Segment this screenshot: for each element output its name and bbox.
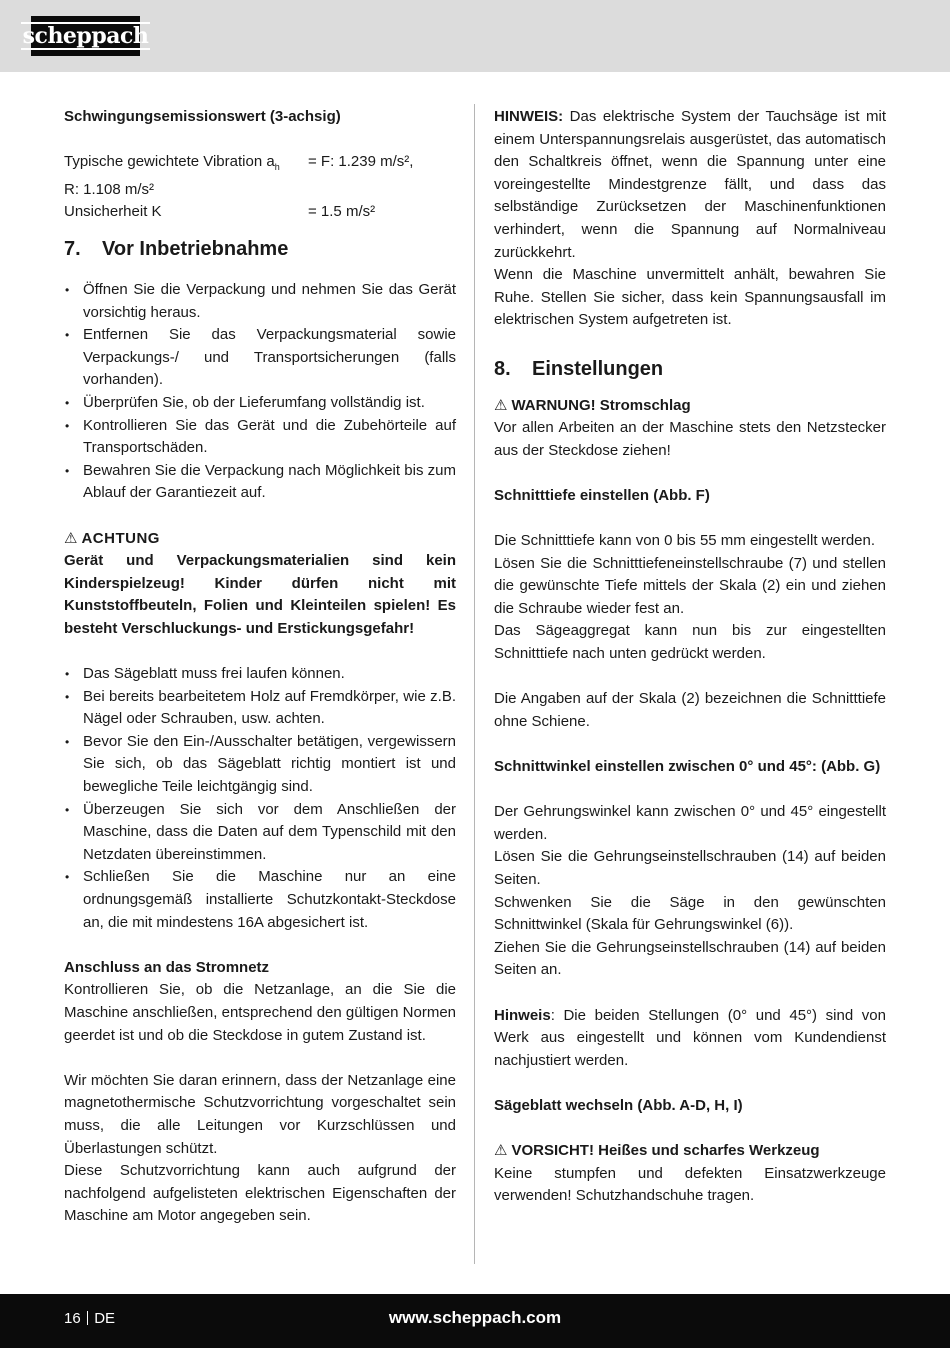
- schnittwinkel-heading: Schnittwinkel einstellen zwischen 0° und 45°: (Abb. G): [494, 758, 881, 776]
- saegeblatt-heading: Sägeblatt wechseln (Abb. A-D, H, I): [494, 1096, 743, 1114]
- list-item: • Öffnen Sie die Verpackung und nehmen Sie das Gerät vorsichtig heraus.: [64, 279, 456, 324]
- section-7-heading: 7. Vor Inbetriebnahme: [64, 237, 289, 260]
- list-item: • Kontrollieren Sie das Gerät und die Zubehörteile auf Transportschäden.: [64, 415, 456, 460]
- anschluss-paragraph: Diese Schutzvorrichtung kann auch aufgrund der nachfolgend aufgelisteten elektrischen Eigenschaften der Maschine am Motor angegeben sein.: [64, 1162, 456, 1225]
- page-footer: [0, 1294, 950, 1348]
- list-item: • Das Sägeblatt muss frei laufen können.: [64, 663, 456, 686]
- uncertainty-value: = 1.5 m/s²: [308, 203, 376, 221]
- vibration-heading: Schwingungsemissionswert (3-achsig): [64, 108, 341, 125]
- safety-list: [64, 663, 456, 934]
- schnittwinkel-paragraph: Lösen Sie die Gehrungseinstellschrauben (14) auf beiden Seiten.: [494, 848, 886, 888]
- list-item: • Überprüfen Sie, ob der Lieferumfang vollständig ist.: [64, 392, 456, 415]
- list-item: • Überzeugen Sie sich vor dem Anschließen der Maschine, dass die Daten auf dem Typenschild mit den Netzdaten übereinstimmen.: [64, 799, 456, 867]
- vibration-row: [64, 151, 456, 179]
- section-8-heading: 8. Einstellungen: [494, 357, 664, 380]
- page-number: 16 DE: [64, 1310, 116, 1327]
- list-item: • Schließen Sie die Maschine nur an eine ordnungsgemäß installierte Schutzkontakt-Steckdose an, die mit mindestens 16A abgesichert ist.: [64, 866, 456, 934]
- warnung-text: Vor allen Arbeiten an der Maschine stets den Netzstecker aus der Steckdose ziehen!: [494, 419, 886, 459]
- warning-icon: ⚠: [494, 1142, 508, 1160]
- schnitttiefe-paragraph: Das Sägeaggregat kann nun bis zur eingestellten Schnitttiefe nach unten gedrückt werden.: [494, 622, 886, 663]
- hinweis-paragraph-2: Wenn die Maschine unvermittelt anhält, bewahren Sie Ruhe. Stellen Sie sicher, dass kein Spannungsausfall im elektrischen System aufgetreten ist.: [494, 266, 886, 329]
- list-item: • Bevor Sie den Ein-/Ausschalter betätigen, vergewissern Sie sich, ob das Sägeblatt richtig montiert ist und bewegliche Teile leichtgängig sind.: [64, 731, 456, 799]
- column-divider: [474, 104, 475, 1264]
- preparation-list: [64, 279, 456, 505]
- uncertainty-row: [64, 201, 456, 224]
- anschluss-paragraph: Kontrollieren Sie, ob die Netzanlage, an die Sie die Maschine anschließen, entsprechend den gültigen Normen geerdet ist und ob die Steckdose in gutem Zustand ist.: [64, 981, 456, 1044]
- uncertainty-label: Unsicherheit K: [64, 203, 162, 221]
- schnittwinkel-paragraph: Ziehen Sie die Gehrungseinstellschrauben (14) auf beiden Seiten an.: [494, 938, 886, 979]
- schnittwinkel-paragraph: Der Gehrungswinkel kann zwischen 0° und 45° eingestellt werden.: [494, 803, 886, 843]
- anschluss-paragraph: Wir möchten Sie daran erinnern, dass der Netzanlage eine magnetothermische Schutzvorrichtung vorgeschaltet sein muss, die alle Leitungen vor Kurzschlüssen und Überlastungen schützt.: [64, 1071, 456, 1157]
- warning-icon: ⚠: [494, 396, 508, 414]
- schnitttiefe-paragraph: Die Angaben auf der Skala (2) bezeichnen die Schnitttiefe ohne Schiene.: [494, 690, 886, 730]
- brand-name: scheppach: [22, 23, 149, 49]
- list-item: • Bewahren Sie die Verpackung nach Möglichkeit bis zum Ablauf der Garantiezeit auf.: [64, 460, 456, 505]
- vorsicht-heading: ⚠ VORSICHT! Heißes und scharfes Werkzeug: [494, 1140, 886, 1163]
- vorsicht-text: Keine stumpfen und defekten Einsatzwerkzeuge verwenden! Schutzhandschuhe tragen.: [494, 1164, 886, 1205]
- schnittwinkel-paragraph: Schwenken Sie die Säge in den gewünschten Schnittwinkel (Skala für Gehrungswinkel (6)).: [494, 893, 886, 934]
- schnitttiefe-paragraph: Lösen Sie die Schnitttiefeneinstellschraube (7) und stellen die gewünschte Tiefe mittels der Skala (2) ein und ziehen die Schraube wieder fest an.: [494, 554, 886, 617]
- schnitttiefe-paragraph: Die Schnitttiefe kann von 0 bis 55 mm eingestellt werden.: [494, 532, 876, 550]
- achtung-text: Gerät und Verpackungsmaterialien sind kein Kinderspielzeug! Kinder dürfen nicht mit Kunststoffbeuteln, Folien und Kleinteilen spielen! Es besteht Verschluckungs- und Erstickungsgefahr!: [64, 552, 456, 637]
- brand-logo: [22, 16, 149, 56]
- schnitttiefe-heading: Schnitttiefe einstellen (Abb. F): [494, 486, 710, 504]
- anschluss-heading: Anschluss an das Stromnetz: [64, 958, 270, 976]
- left-column: [64, 106, 456, 1228]
- vibration-label: Typische gewichtete Vibration $a_h$: [64, 153, 280, 173]
- hinweis-note: Hinweis: Die beiden Stellungen (0° und 45°) sind von Werk aus eingestellt und können vom Kundendienst nachjustiert werden.: [494, 1006, 886, 1069]
- list-item: • Bei bereits bearbeitetem Holz auf Fremdkörper, wie z.B. Nägel oder Schrauben, usw. achten.: [64, 686, 456, 731]
- warning-icon: ⚠: [64, 529, 78, 547]
- right-column: [494, 106, 886, 1208]
- page-header: [0, 0, 950, 72]
- hinweis-paragraph: HINWEIS: Das elektrische System der Tauchsäge ist mit einem Unterspannungsrelais ausgerüstet, das automatisch den Schaltkreis öffnet, wenn die Spannung unter eine voreingestellte Mindestgrenze fällt, und dass das selbständige Zurücksetzen der Maschinenfunktionen verhindert, wenn die Spannung auf Normalniveau zurückkehrt.: [494, 108, 886, 261]
- achtung-heading: ⚠ ACHTUNG: [64, 528, 456, 551]
- website-url: www.scheppach.com: [388, 1308, 562, 1327]
- warnung-heading: ⚠ WARNUNG! Stromschlag: [494, 395, 886, 418]
- vibration-value: = F: 1.239 m/s²,: [308, 153, 414, 171]
- vibration-value-r: R: 1.108 m/s²: [64, 180, 155, 198]
- list-item: • Entfernen Sie das Verpackungsmaterial sowie Verpackungs-/ und Transportsicherungen (falls vorhanden).: [64, 324, 456, 392]
